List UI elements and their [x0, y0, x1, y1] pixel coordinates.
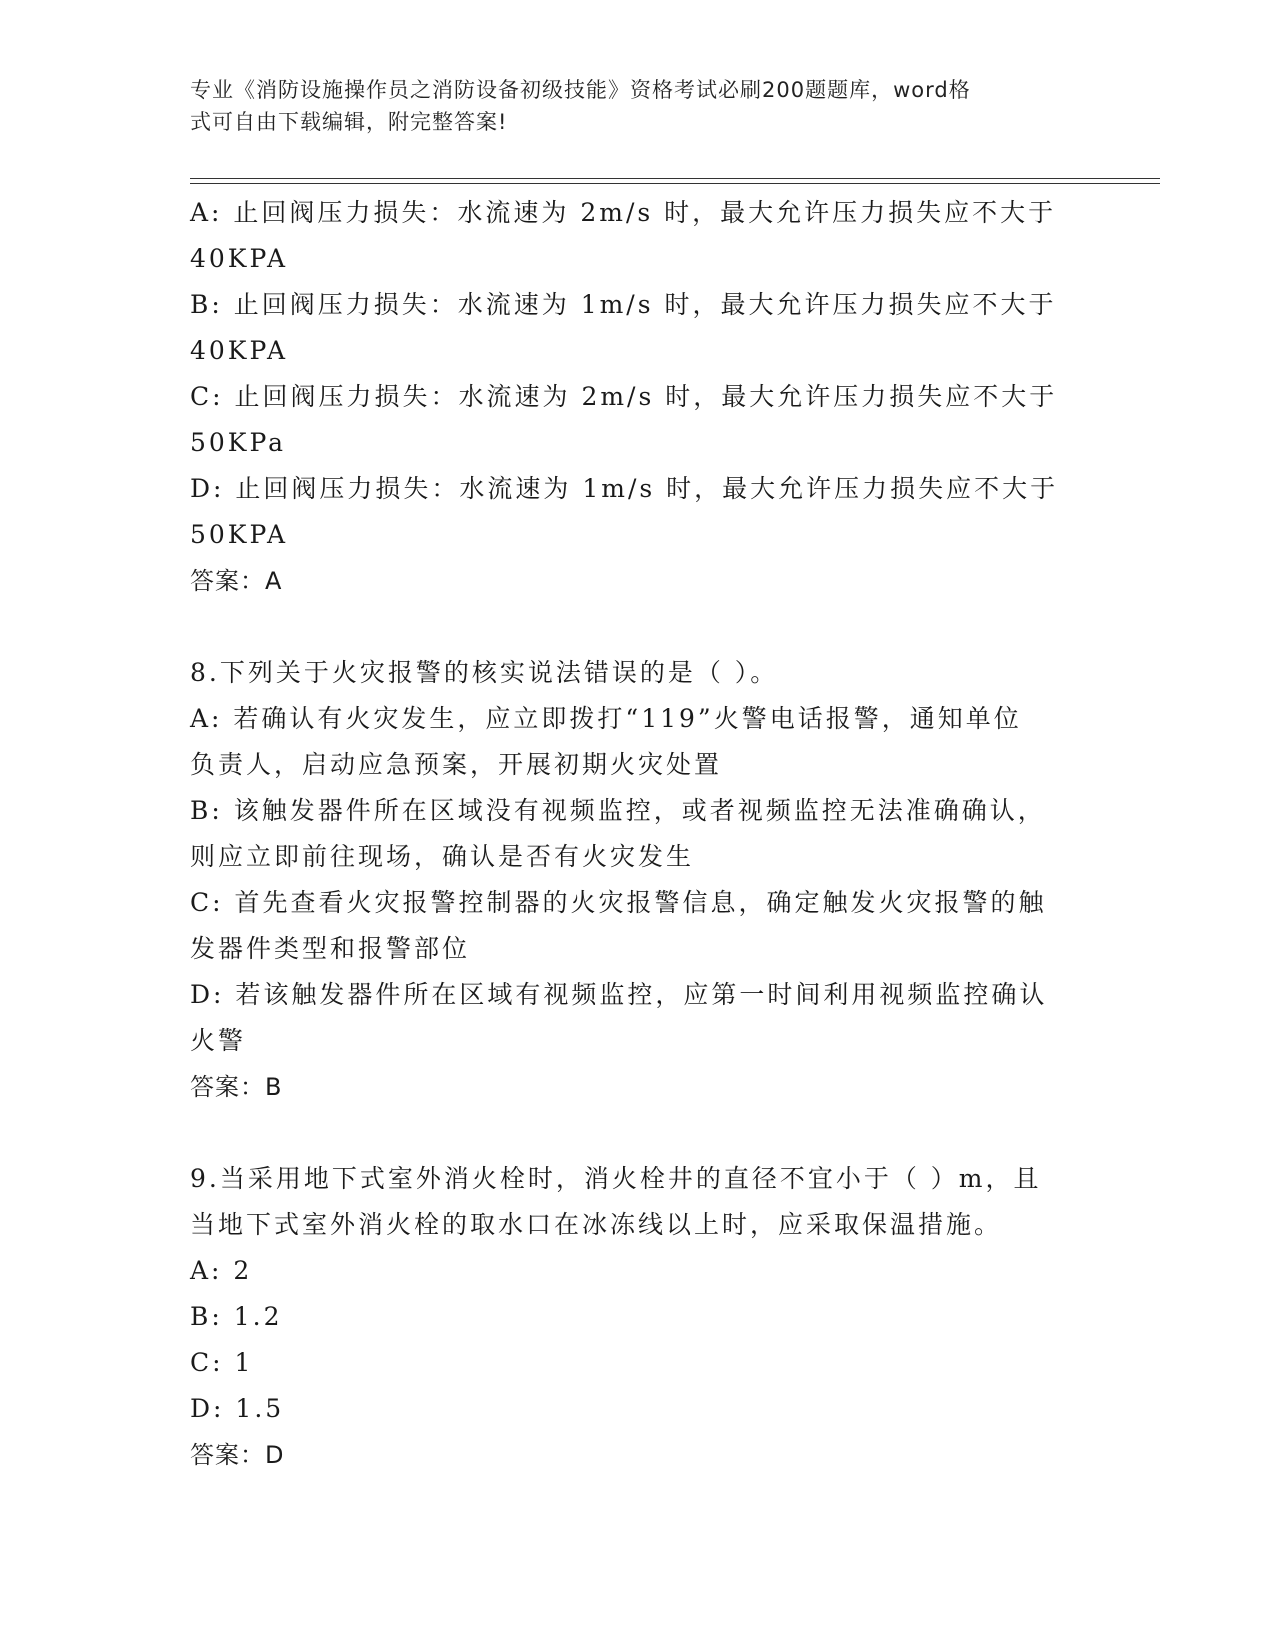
header-divider-bottom	[190, 183, 1160, 184]
q8-option-b-line-1: B: 该触发器件所在区域没有视频监控，或者视频监控无法准确确认，	[190, 796, 1046, 825]
document-body	[190, 190, 1090, 1478]
spacer	[190, 604, 1090, 650]
question-7-options	[190, 190, 1090, 604]
q7-option-d-line-1: D: 止回阀压力损失：水流速为 1m/s 时，最大允许压力损失应不大于	[190, 474, 1059, 503]
q7-option-d-line-2: 50KPA	[190, 520, 289, 549]
q7-option-a-line-1: A: 止回阀压力损失：水流速为 2m/s 时，最大允许压力损失应不大于	[190, 198, 1057, 227]
q7-option-b-line-2: 40KPA	[190, 336, 289, 365]
question-9	[190, 1156, 1090, 1478]
spacer	[190, 1110, 1090, 1156]
page-header	[190, 74, 1090, 138]
q9-option-d: D: 1.5	[190, 1394, 285, 1423]
q9-question-line-1: 9.当采用地下式室外消火栓时，消火栓井的直径不宜小于（ ）m，且	[190, 1164, 1042, 1193]
q9-answer: 答案：D	[190, 1441, 285, 1469]
q8-option-b-line-2: 则应立即前往现场，确认是否有火灾发生	[190, 842, 695, 871]
q8-question: 8.下列关于火灾报警的核实说法错误的是（ ）。	[190, 658, 779, 687]
q7-answer: 答案：A	[190, 567, 283, 595]
q9-question-line-2: 当地下式室外消火栓的取水口在冰冻线以上时，应采取保温措施。	[190, 1210, 1003, 1239]
q8-option-c-line-1: C: 首先查看火灾报警控制器的火灾报警信息，确定触发火灾报警的触	[190, 888, 1047, 917]
q8-option-a-line-2: 负责人，启动应急预案，开展初期火灾处置	[190, 750, 723, 779]
q7-option-c-line-2: 50KPa	[190, 428, 287, 457]
q9-option-b: B: 1.2	[190, 1302, 283, 1331]
q9-option-a: A: 2	[190, 1256, 253, 1285]
q8-answer: 答案：B	[190, 1073, 283, 1101]
q7-option-b-line-1: B: 止回阀压力损失：水流速为 1m/s 时，最大允许压力损失应不大于	[190, 290, 1057, 319]
q8-option-c-line-2: 发器件类型和报警部位	[190, 934, 471, 963]
q8-option-a-line-1: A: 若确认有火灾发生，应立即拨打“119”火警电话报警，通知单位	[190, 704, 1022, 733]
question-8	[190, 650, 1090, 1110]
q8-option-d-line-1: D: 若该触发器件所在区域有视频监控，应第一时间利用视频监控确认	[190, 980, 1048, 1009]
header-line-2: 式可自由下载编辑，附完整答案!	[190, 110, 508, 134]
q7-option-a-line-2: 40KPA	[190, 244, 289, 273]
header-line-1: 专业《消防设施操作员之消防设备初级技能》资格考试必刷200题题库，word格	[190, 78, 971, 102]
q7-option-c-line-1: C: 止回阀压力损失：水流速为 2m/s 时，最大允许压力损失应不大于	[190, 382, 1058, 411]
q8-option-d-line-2: 火警	[190, 1026, 247, 1055]
header-divider-top	[190, 178, 1160, 179]
q9-option-c: C: 1	[190, 1348, 254, 1377]
